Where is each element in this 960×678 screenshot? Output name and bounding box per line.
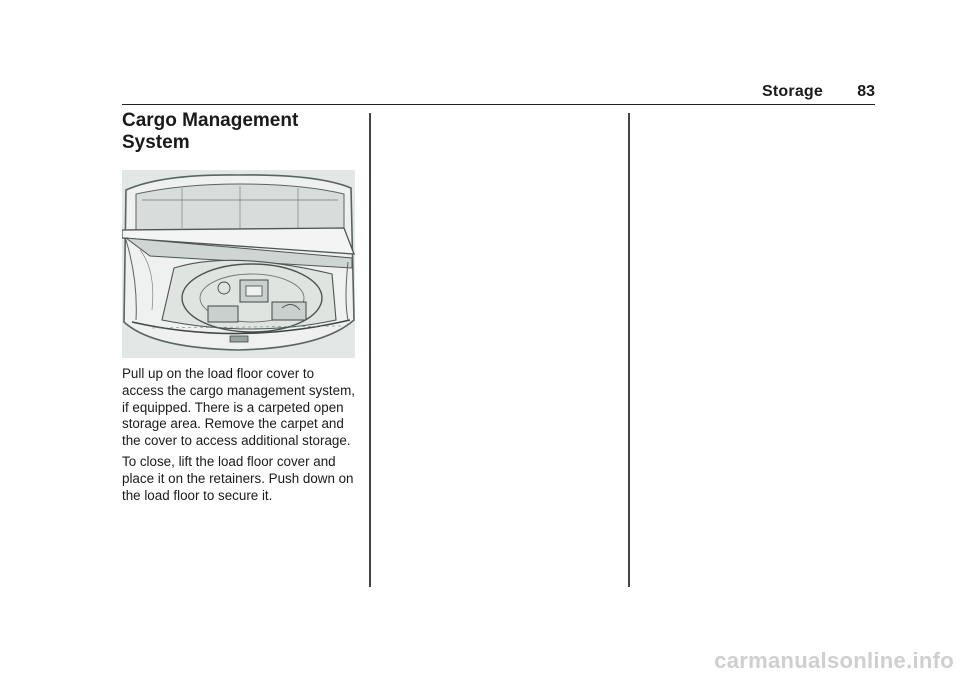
cargo-area-illustration xyxy=(122,170,355,358)
watermark: carmanualsonline.info xyxy=(714,648,954,673)
page-number: 83 xyxy=(857,83,875,100)
section-title: Cargo Management System xyxy=(122,110,299,153)
page-header xyxy=(122,80,875,105)
header-section-title: Storage xyxy=(762,83,823,100)
column-divider-1 xyxy=(369,113,371,587)
column-divider-2 xyxy=(628,113,630,587)
paragraph-2: To close, lift the load floor cover and place it on the retainers. Push down on the load floor to secure it. xyxy=(122,454,354,503)
paragraph-1: Pull up on the load floor cover to access the cargo management system, if equipped. There is a carpeted open storage area. Remove the carpet and the cover to access additional storage. xyxy=(122,366,355,449)
